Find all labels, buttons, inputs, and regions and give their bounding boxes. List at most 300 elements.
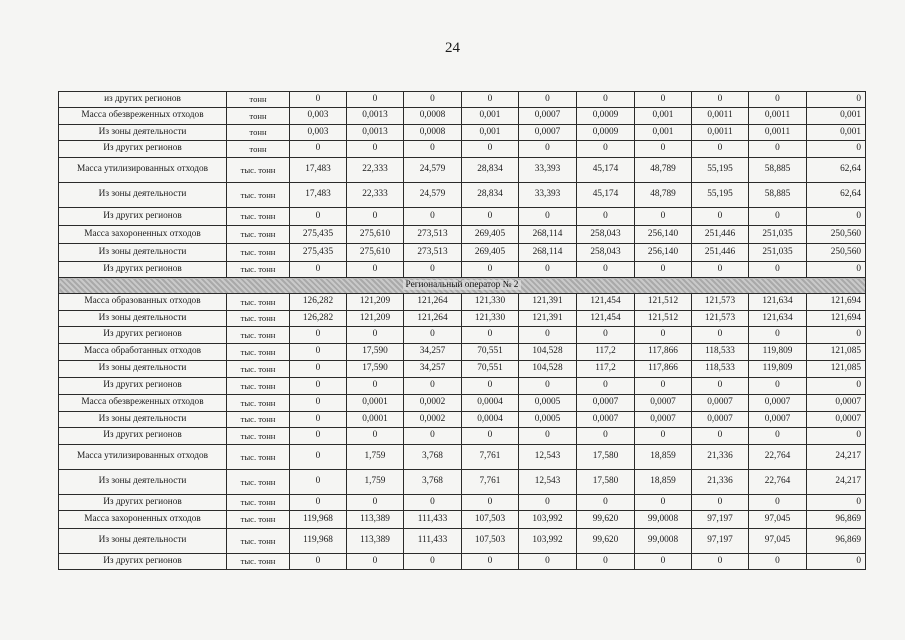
value-cell: 0: [290, 395, 347, 412]
row-unit: тыс. тонн: [227, 361, 290, 378]
value-cell: 99,0008: [635, 511, 692, 529]
row-label: Из других регионов: [59, 141, 227, 158]
value-cell: 97,197: [692, 511, 749, 529]
row-label: Из других регионов: [59, 208, 227, 226]
value-cell: 275,610: [347, 244, 404, 262]
value-cell: 0: [577, 378, 635, 395]
row-label: Из зоны деятельности: [59, 125, 227, 141]
table-row: [59, 294, 866, 311]
value-cell: 121,694: [807, 294, 866, 311]
table-row: [59, 327, 866, 344]
row-label: Масса обезвреженных отходов: [59, 395, 227, 412]
value-cell: 48,789: [635, 183, 692, 208]
value-cell: 0: [290, 141, 347, 158]
value-cell: 0: [692, 141, 749, 158]
value-cell: 0: [290, 361, 347, 378]
value-cell: 121,634: [749, 311, 807, 327]
value-cell: 70,551: [462, 344, 519, 361]
row-unit: тонн: [227, 108, 290, 125]
table-row: [59, 511, 866, 529]
row-unit: тыс. тонн: [227, 226, 290, 244]
value-cell: 0,0002: [404, 412, 462, 428]
row-unit: тыс. тонн: [227, 378, 290, 395]
value-cell: 0: [749, 378, 807, 395]
value-cell: 34,257: [404, 361, 462, 378]
value-cell: 0,0007: [692, 395, 749, 412]
value-cell: 21,336: [692, 470, 749, 495]
value-cell: 22,764: [749, 470, 807, 495]
value-cell: 1,759: [347, 445, 404, 470]
value-cell: 0,0001: [347, 395, 404, 412]
value-cell: 0: [577, 554, 635, 570]
value-cell: 0: [692, 554, 749, 570]
value-cell: 256,140: [635, 226, 692, 244]
row-label: Из других регионов: [59, 554, 227, 570]
value-cell: 22,333: [347, 183, 404, 208]
value-cell: 0: [519, 428, 577, 445]
value-cell: 0,001: [807, 125, 866, 141]
value-cell: 117,2: [577, 361, 635, 378]
table-row: [59, 344, 866, 361]
value-cell: 121,330: [462, 311, 519, 327]
value-cell: 0: [290, 378, 347, 395]
value-cell: 0,0007: [692, 412, 749, 428]
value-cell: 119,968: [290, 529, 347, 554]
value-cell: 55,195: [692, 158, 749, 183]
value-cell: 0: [290, 495, 347, 511]
section-header-row: [59, 278, 866, 294]
value-cell: 0: [749, 208, 807, 226]
row-unit: тыс. тонн: [227, 183, 290, 208]
value-cell: 34,257: [404, 344, 462, 361]
value-cell: 121,085: [807, 361, 866, 378]
value-cell: 104,528: [519, 361, 577, 378]
value-cell: 269,405: [462, 226, 519, 244]
value-cell: 0,0007: [635, 412, 692, 428]
value-cell: 7,761: [462, 470, 519, 495]
value-cell: 21,336: [692, 445, 749, 470]
value-cell: 0: [290, 554, 347, 570]
value-cell: 0: [290, 92, 347, 108]
value-cell: 0: [749, 554, 807, 570]
value-cell: 0: [462, 495, 519, 511]
value-cell: 0,0009: [577, 125, 635, 141]
value-cell: 275,610: [347, 226, 404, 244]
value-cell: 121,512: [635, 294, 692, 311]
value-cell: 0: [404, 495, 462, 511]
value-cell: 113,389: [347, 511, 404, 529]
value-cell: 0: [807, 92, 866, 108]
value-cell: 0: [577, 208, 635, 226]
value-cell: 0,0013: [347, 125, 404, 141]
value-cell: 0,0007: [749, 395, 807, 412]
table-row: [59, 395, 866, 412]
table-row: [59, 262, 866, 278]
value-cell: 12,543: [519, 445, 577, 470]
value-cell: 99,620: [577, 511, 635, 529]
value-cell: 22,764: [749, 445, 807, 470]
table-row: [59, 428, 866, 445]
waste-volume-table: [58, 91, 866, 570]
value-cell: 0: [577, 495, 635, 511]
value-cell: 0: [692, 495, 749, 511]
value-cell: 251,035: [749, 226, 807, 244]
value-cell: 126,282: [290, 311, 347, 327]
value-cell: 121,264: [404, 294, 462, 311]
row-label: Из других регионов: [59, 378, 227, 395]
value-cell: 0: [404, 378, 462, 395]
value-cell: 0: [577, 92, 635, 108]
value-cell: 0: [519, 495, 577, 511]
value-cell: 33,393: [519, 183, 577, 208]
value-cell: 0: [404, 428, 462, 445]
row-unit: тыс. тонн: [227, 511, 290, 529]
value-cell: 0: [692, 327, 749, 344]
value-cell: 0,0005: [519, 412, 577, 428]
value-cell: 45,174: [577, 183, 635, 208]
value-cell: 0,001: [635, 108, 692, 125]
value-cell: 117,2: [577, 344, 635, 361]
value-cell: 273,513: [404, 244, 462, 262]
value-cell: 0: [577, 262, 635, 278]
value-cell: 273,513: [404, 226, 462, 244]
value-cell: 0: [807, 141, 866, 158]
row-unit: тыс. тонн: [227, 294, 290, 311]
value-cell: 1,759: [347, 470, 404, 495]
value-cell: 0: [749, 262, 807, 278]
table-row: [59, 226, 866, 244]
table-row: [59, 244, 866, 262]
value-cell: 18,859: [635, 470, 692, 495]
value-cell: 45,174: [577, 158, 635, 183]
value-cell: 107,503: [462, 529, 519, 554]
value-cell: 17,580: [577, 445, 635, 470]
table-row: [59, 495, 866, 511]
value-cell: 0: [347, 208, 404, 226]
value-cell: 256,140: [635, 244, 692, 262]
value-cell: 121,573: [692, 294, 749, 311]
value-cell: 0: [290, 445, 347, 470]
value-cell: 251,446: [692, 226, 749, 244]
page-number: 24: [445, 40, 460, 56]
table-row: [59, 412, 866, 428]
table-row: [59, 208, 866, 226]
value-cell: 0: [749, 92, 807, 108]
value-cell: 0: [692, 428, 749, 445]
value-cell: 0: [347, 378, 404, 395]
value-cell: 17,590: [347, 344, 404, 361]
value-cell: 121,694: [807, 311, 866, 327]
row-label: Из зоны деятельности: [59, 412, 227, 428]
value-cell: 0,0011: [692, 125, 749, 141]
table-row: [59, 361, 866, 378]
row-label: Из других регионов: [59, 428, 227, 445]
value-cell: 121,391: [519, 294, 577, 311]
value-cell: 0,0002: [404, 395, 462, 412]
value-cell: 0,0007: [519, 125, 577, 141]
row-unit: тыс. тонн: [227, 311, 290, 327]
value-cell: 33,393: [519, 158, 577, 183]
value-cell: 251,446: [692, 244, 749, 262]
value-cell: 0,003: [290, 125, 347, 141]
value-cell: 24,579: [404, 183, 462, 208]
value-cell: 0: [519, 141, 577, 158]
value-cell: 28,834: [462, 183, 519, 208]
value-cell: 111,433: [404, 529, 462, 554]
value-cell: 0: [347, 262, 404, 278]
value-cell: 121,209: [347, 311, 404, 327]
value-cell: 0,001: [462, 125, 519, 141]
value-cell: 58,885: [749, 158, 807, 183]
value-cell: 0: [692, 378, 749, 395]
section-header-cell: [59, 278, 866, 294]
value-cell: 119,809: [749, 361, 807, 378]
value-cell: 17,590: [347, 361, 404, 378]
row-unit: тыс. тонн: [227, 554, 290, 570]
value-cell: 121,391: [519, 311, 577, 327]
row-label: Из зоны деятельности: [59, 244, 227, 262]
value-cell: 58,885: [749, 183, 807, 208]
value-cell: 0: [692, 262, 749, 278]
value-cell: 0: [290, 344, 347, 361]
value-cell: 0: [462, 92, 519, 108]
value-cell: 0: [749, 141, 807, 158]
value-cell: 0: [749, 428, 807, 445]
row-unit: тыс. тонн: [227, 529, 290, 554]
row-label: Из зоны деятельности: [59, 361, 227, 378]
value-cell: 250,560: [807, 244, 866, 262]
value-cell: 118,533: [692, 361, 749, 378]
row-unit: тыс. тонн: [227, 445, 290, 470]
value-cell: 0: [462, 327, 519, 344]
row-label: Масса обработанных отходов: [59, 344, 227, 361]
table-row: [59, 125, 866, 141]
value-cell: 118,533: [692, 344, 749, 361]
value-cell: 0: [347, 141, 404, 158]
value-cell: 121,264: [404, 311, 462, 327]
value-cell: 0,0011: [749, 108, 807, 125]
value-cell: 3,768: [404, 470, 462, 495]
value-cell: 0: [807, 208, 866, 226]
value-cell: 0: [347, 327, 404, 344]
value-cell: 275,435: [290, 244, 347, 262]
value-cell: 0,0011: [749, 125, 807, 141]
value-cell: 0: [635, 208, 692, 226]
value-cell: 0: [807, 327, 866, 344]
value-cell: 0: [462, 554, 519, 570]
value-cell: 0: [462, 428, 519, 445]
value-cell: 96,869: [807, 529, 866, 554]
value-cell: 0: [635, 327, 692, 344]
value-cell: 0: [404, 208, 462, 226]
value-cell: 0: [807, 262, 866, 278]
table-row: [59, 183, 866, 208]
row-unit: тонн: [227, 141, 290, 158]
value-cell: 0,001: [635, 125, 692, 141]
value-cell: 121,634: [749, 294, 807, 311]
value-cell: 0,0011: [692, 108, 749, 125]
value-cell: 0,0004: [462, 412, 519, 428]
row-label: Масса утилизированных отходов: [59, 158, 227, 183]
value-cell: 117,866: [635, 361, 692, 378]
row-unit: тыс. тонн: [227, 158, 290, 183]
value-cell: 17,580: [577, 470, 635, 495]
value-cell: 0: [635, 92, 692, 108]
value-cell: 0: [404, 554, 462, 570]
value-cell: 0: [749, 495, 807, 511]
value-cell: 0: [635, 428, 692, 445]
row-unit: тыс. тонн: [227, 395, 290, 412]
value-cell: 55,195: [692, 183, 749, 208]
value-cell: 104,528: [519, 344, 577, 361]
table-row: [59, 92, 866, 108]
value-cell: 0: [519, 327, 577, 344]
value-cell: 0: [462, 141, 519, 158]
row-label: Масса захороненных отходов: [59, 226, 227, 244]
value-cell: 0: [462, 208, 519, 226]
value-cell: 0,0009: [577, 108, 635, 125]
value-cell: 62,64: [807, 183, 866, 208]
value-cell: 22,333: [347, 158, 404, 183]
value-cell: 0,001: [462, 108, 519, 125]
value-cell: 0: [404, 141, 462, 158]
value-cell: 96,869: [807, 511, 866, 529]
value-cell: 0: [635, 262, 692, 278]
value-cell: 121,454: [577, 311, 635, 327]
row-label: Из зоны деятельности: [59, 183, 227, 208]
value-cell: 0: [404, 92, 462, 108]
value-cell: 0: [347, 554, 404, 570]
value-cell: 0: [290, 327, 347, 344]
value-cell: 0: [290, 428, 347, 445]
value-cell: 0: [404, 262, 462, 278]
value-cell: 275,435: [290, 226, 347, 244]
row-unit: тыс. тонн: [227, 262, 290, 278]
value-cell: 97,197: [692, 529, 749, 554]
section-title: Региональный оператор № 2: [403, 280, 522, 290]
value-cell: 268,114: [519, 226, 577, 244]
row-unit: тыс. тонн: [227, 470, 290, 495]
value-cell: 103,992: [519, 529, 577, 554]
value-cell: 0: [807, 495, 866, 511]
value-cell: 28,834: [462, 158, 519, 183]
row-unit: тыс. тонн: [227, 428, 290, 445]
value-cell: 0: [290, 208, 347, 226]
row-unit: тыс. тонн: [227, 327, 290, 344]
row-label: Масса образованных отходов: [59, 294, 227, 311]
value-cell: 121,330: [462, 294, 519, 311]
value-cell: 97,045: [749, 529, 807, 554]
value-cell: 0: [635, 495, 692, 511]
value-cell: 0,003: [290, 108, 347, 125]
value-cell: 107,503: [462, 511, 519, 529]
value-cell: 24,217: [807, 470, 866, 495]
row-label: Из зоны деятельности: [59, 529, 227, 554]
value-cell: 62,64: [807, 158, 866, 183]
value-cell: 0: [577, 141, 635, 158]
value-cell: 48,789: [635, 158, 692, 183]
value-cell: 0: [462, 378, 519, 395]
value-cell: 251,035: [749, 244, 807, 262]
value-cell: 0,0008: [404, 108, 462, 125]
row-unit: тыс. тонн: [227, 412, 290, 428]
value-cell: 17,483: [290, 158, 347, 183]
value-cell: 0: [577, 428, 635, 445]
value-cell: 0,0013: [347, 108, 404, 125]
value-cell: 0,0007: [577, 395, 635, 412]
value-cell: 7,761: [462, 445, 519, 470]
value-cell: 0,0005: [519, 395, 577, 412]
table-row: [59, 378, 866, 395]
row-label: Из других регионов: [59, 495, 227, 511]
value-cell: 258,043: [577, 226, 635, 244]
row-unit: тыс. тонн: [227, 344, 290, 361]
value-cell: 0,001: [807, 108, 866, 125]
value-cell: 0: [347, 495, 404, 511]
table-row: [59, 445, 866, 470]
value-cell: 0: [519, 92, 577, 108]
value-cell: 0,0007: [635, 395, 692, 412]
row-label: Из зоны деятельности: [59, 470, 227, 495]
value-cell: 18,859: [635, 445, 692, 470]
value-cell: 17,483: [290, 183, 347, 208]
value-cell: 111,433: [404, 511, 462, 529]
table-row: [59, 108, 866, 125]
value-cell: 121,085: [807, 344, 866, 361]
row-unit: тыс. тонн: [227, 495, 290, 511]
row-unit: тонн: [227, 92, 290, 108]
value-cell: 0: [404, 327, 462, 344]
row-label: Из других регионов: [59, 262, 227, 278]
row-label: Масса захороненных отходов: [59, 511, 227, 529]
value-cell: 113,389: [347, 529, 404, 554]
value-cell: 0,0007: [749, 412, 807, 428]
value-cell: 0: [290, 262, 347, 278]
value-cell: 268,114: [519, 244, 577, 262]
value-cell: 3,768: [404, 445, 462, 470]
value-cell: 0,0007: [807, 412, 866, 428]
value-cell: 0: [807, 554, 866, 570]
value-cell: 70,551: [462, 361, 519, 378]
value-cell: 0: [290, 412, 347, 428]
value-cell: 0: [347, 92, 404, 108]
value-cell: 258,043: [577, 244, 635, 262]
value-cell: 0: [519, 554, 577, 570]
value-cell: 0: [519, 378, 577, 395]
table-body: [59, 92, 866, 570]
row-unit: тыс. тонн: [227, 244, 290, 262]
value-cell: 24,217: [807, 445, 866, 470]
table-row: [59, 554, 866, 570]
value-cell: 121,573: [692, 311, 749, 327]
value-cell: 0: [692, 208, 749, 226]
value-cell: 99,620: [577, 529, 635, 554]
value-cell: 119,968: [290, 511, 347, 529]
value-cell: 117,866: [635, 344, 692, 361]
value-cell: 103,992: [519, 511, 577, 529]
value-cell: 0,0008: [404, 125, 462, 141]
value-cell: 0,0007: [519, 108, 577, 125]
value-cell: 250,560: [807, 226, 866, 244]
value-cell: 0,0007: [807, 395, 866, 412]
value-cell: 0: [807, 378, 866, 395]
value-cell: 0: [519, 262, 577, 278]
value-cell: 119,809: [749, 344, 807, 361]
value-cell: 97,045: [749, 511, 807, 529]
value-cell: 0,0007: [577, 412, 635, 428]
value-cell: 12,543: [519, 470, 577, 495]
value-cell: 0: [577, 327, 635, 344]
